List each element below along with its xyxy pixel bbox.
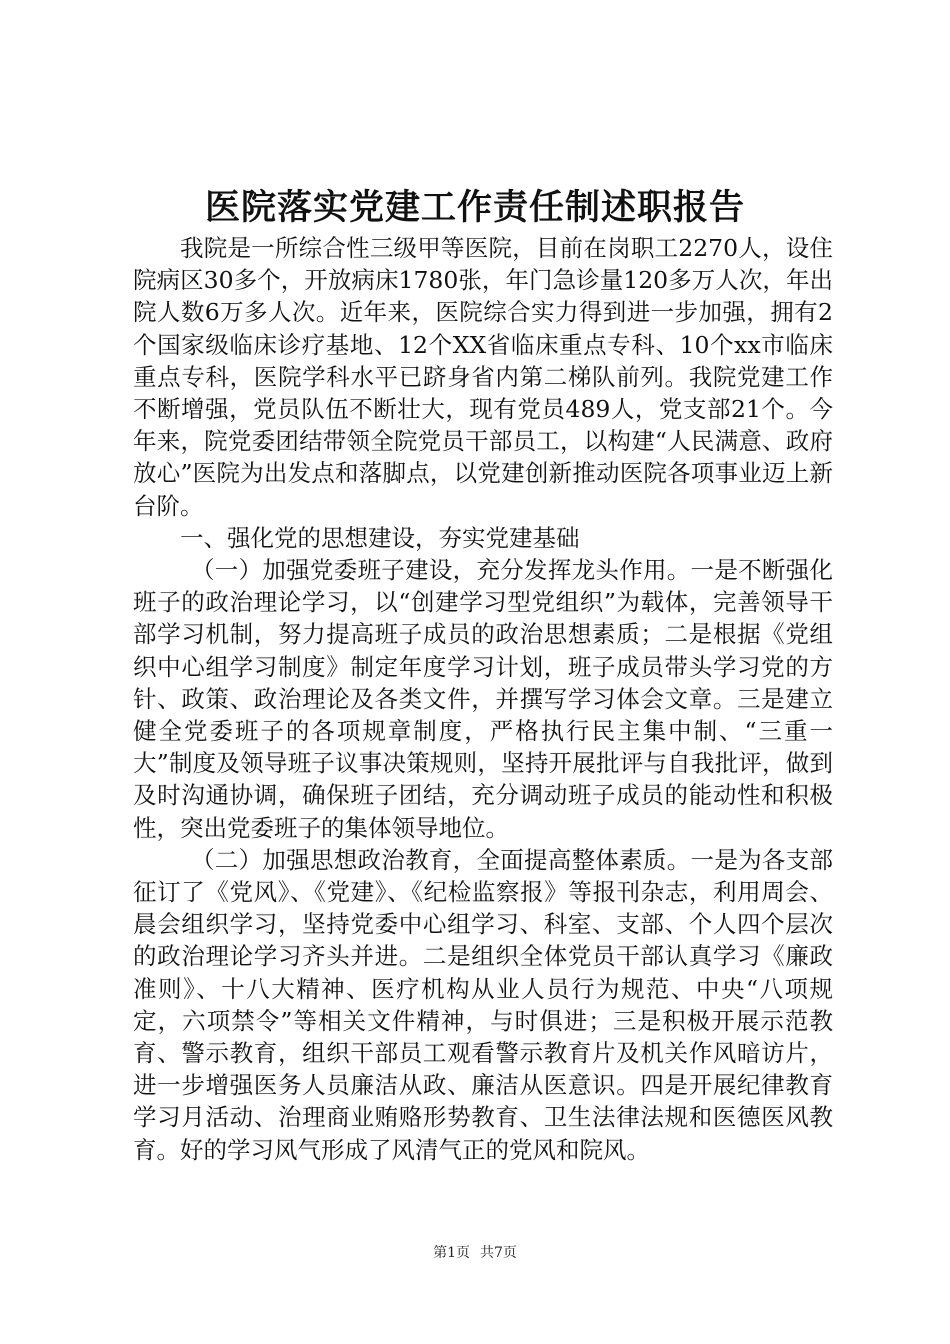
page-footer xyxy=(0,1243,950,1263)
subsection-paragraph-1: （一）加强党委班子建设，充分发挥龙头作用。一是不断强化班子的政治理论学习，以“创建学习型党组织”为载体，完善领导干部学习机制，努力提高班子成员的政治思想素质；二是根据《党组织中心组学习制度》制定年度学习计划，班子成员带头学习党的方针、政策、政治理论及各类文件，并撰写学习体会文章。三是建立健全党委班子的各项规章制度，严格执行民主集中制、“三重一大”制度及领导班子议事决策规则，坚持开展批评与自我批评，做到及时沟通协调，确保班子团结，充分调动班子成员的能动性和积极性，突出党委班子的集体领导地位。 xyxy=(133,556,833,842)
section-heading: 一、强化党的思想建设，夯实党建基础 xyxy=(180,523,580,552)
document-title: 医院落实党建工作责任制述职报告 xyxy=(204,188,745,228)
intro-paragraph: 我院是一所综合性三级甲等医院，目前在岗职工2270人，设住院病区30多个，开放病床1780张，年门急诊量120多万人次，年出院人数6万多人次。近年来，医院综合实力得到进一步加强，拥有2个国家级临床诊疗基地、12个XX省临床重点专科、10个xx市临床重点专科，医院学科水平已跻身省内第二梯队前列。我院党建工作不断增强，党员队伍不断壮大，现有党员489人，党支部21个。今年来，院党委团结带领全院党员干部员工，以构建“人民满意、政府放心”医院为出发点和落脚点，以党建创新推动医院各项事业迈上新台阶。 xyxy=(133,234,833,520)
document-body xyxy=(133,232,833,1166)
subsection-paragraph-2: （二）加强思想政治教育，全面提高整体素质。一是为各支部征订了《党风》、《党建》、《纪检监察报》等报刊杂志，利用周会、晨会组织学习，坚持党委中心组学习、科室、支部、个人四个层次的政治理论学习齐头并进。二是组织全体党员干部认真学习《廉政准则》、十八大精神、医疗机构从业人员行为规范、中央“八项规定，六项禁令”等相关文件精神，与时俱进；三是积极开展示范教育、警示教育，组织干部员工观看警示教育片及机关作风暗访片，进一步增强医务人员廉洁从政、廉洁从医意识。四是开展纪律教育学习月活动、治理商业贿赂形势教育、卫生法律法规和医德医风教育。好的学习风气形成了风清气正的党风和院风。 xyxy=(133,845,833,1164)
page-number-current: 第1页 xyxy=(433,1245,470,1261)
page-number-total: 共7页 xyxy=(480,1245,517,1261)
